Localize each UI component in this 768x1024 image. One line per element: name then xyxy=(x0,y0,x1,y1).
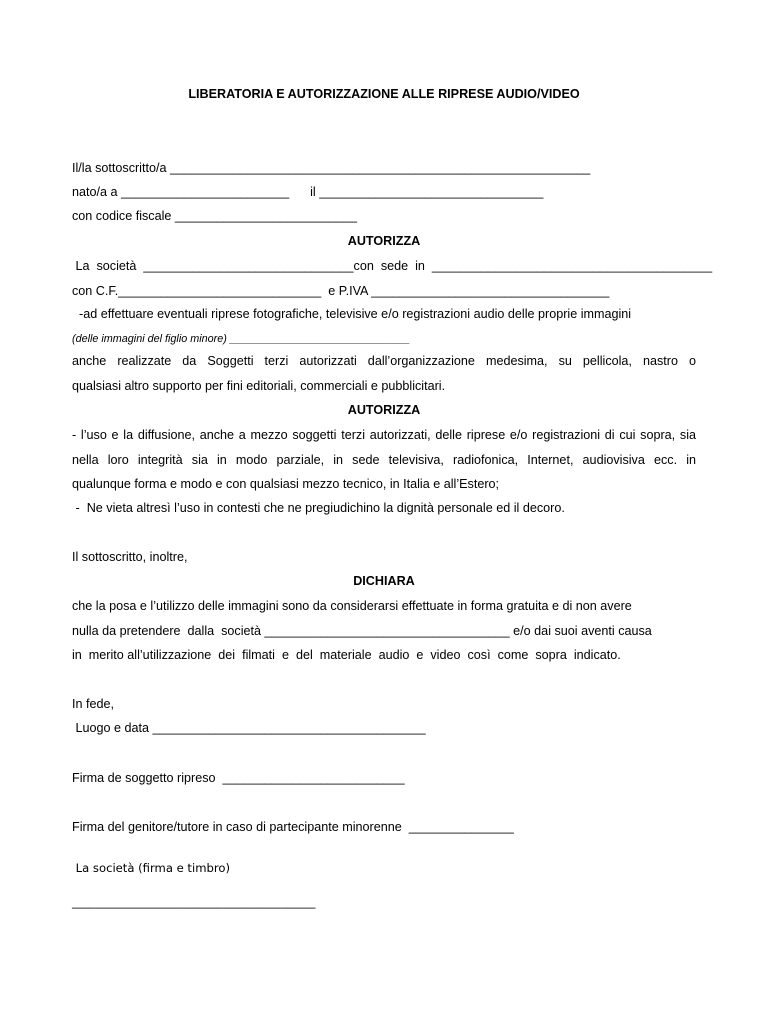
autorizza-heading-2: AUTORIZZA xyxy=(347,403,421,417)
dichiara-heading: DICHIARA xyxy=(353,574,415,588)
nulla-pretendere-line: nulla da pretendere dalla società ___________________________________ e/o dai suoi aventi causa xyxy=(72,624,652,638)
societa-sede-line: La società ______________________________con sede in ________________________________________ xyxy=(72,259,713,273)
posa-line: che la posa e l’utilizzo delle immagini sono da considerarsi effettuate in forma gratuita e di non avere xyxy=(72,599,632,613)
ne-vieta-line: - Ne vieta altresì l’uso in contesti che ne pregiudichino la dignità personale ed il decoro. xyxy=(72,501,565,515)
riprese-line: -ad effettuare eventuali riprese fotografiche, televisive e/o registrazioni audio delle proprie immagini xyxy=(72,307,632,321)
in-fede-line: In fede, xyxy=(72,697,115,711)
luogo-data-field: Luogo e data _______________________________________ xyxy=(72,721,426,735)
nato-line: nato/a a ________________________ il ________________________________ xyxy=(72,185,544,199)
firma-soggetto-field: Firma de soggetto ripreso __________________________ xyxy=(72,771,405,785)
societa-firma-label: La società (firma e timbro) xyxy=(72,861,230,875)
document-title: LIBERATORIA E AUTORIZZAZIONE ALLE RIPRESE AUDIO/VIDEO xyxy=(188,87,580,101)
autorizza-heading-1: AUTORIZZA xyxy=(347,234,421,248)
figlio-minore-line: (delle immagini del figlio minore) ______________________________ xyxy=(72,333,410,345)
inoltre-line: Il sottoscritto, inoltre, xyxy=(72,550,188,564)
qualsiasi-supporto-line: qualsiasi altro supporto per fini editoriali, commerciali e pubblicitari. xyxy=(72,379,446,393)
sottoscritto-line: Il/la sottoscritto/a ____________________________________________________________ xyxy=(72,161,591,175)
soggetti-terzi-line: anche realizzate da Soggetti terzi autorizzati dall’organizzazione medesima, su pellicola, nastro o xyxy=(72,354,696,368)
qualunque-forma-line: qualunque forma e modo e con qualsiasi mezzo tecnico, in Italia e all’Estero; xyxy=(72,477,500,491)
cf-piva-line: con C.F._____________________________ e P.IVA __________________________________ xyxy=(72,284,610,298)
codice-fiscale-line: con codice fiscale __________________________ xyxy=(72,209,358,223)
uso-diffusione-line: - l’uso e la diffusione, anche a mezzo soggetti terzi autorizzati, delle riprese e/o registrazioni di cui sopra, sia xyxy=(72,428,696,442)
firma-societa-line: __________________________________________ xyxy=(72,895,316,909)
integrita-line: nella loro integrità sia in modo parziale, in sede televisiva, radiofonica, Internet, audiovisiva ecc. in xyxy=(72,453,696,467)
merito-line: in merito all’utilizzazione dei filmati e del materiale audio e video così come sopra indicato. xyxy=(72,648,621,662)
firma-genitore-field: Firma del genitore/tutore in caso di partecipante minorenne _______________ xyxy=(72,820,514,834)
